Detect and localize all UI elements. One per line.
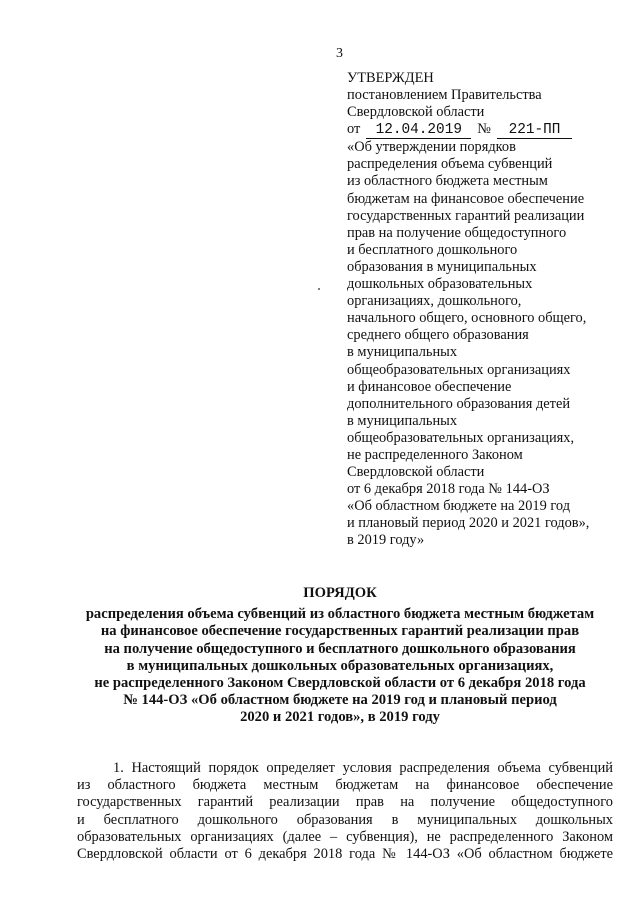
approval-title-line: «Об утверждении порядков — [347, 139, 516, 156]
approval-block — [347, 70, 632, 550]
body-line: образовательных организациях (далее – субвенция), не распределенного Законом — [77, 828, 613, 845]
body-line: из областного бюджета местным бюджетам на финансовое обеспечение — [77, 777, 613, 794]
number-prefix: № — [477, 121, 492, 138]
approval-number: 221-ПП — [497, 123, 572, 139]
approval-title-line: среднего общего образования — [347, 327, 529, 344]
approval-line-1: постановлением Правительства — [347, 87, 542, 104]
approval-title-line: не распределенного Законом — [347, 446, 523, 463]
approval-title-line: от 6 декабря 2018 года № 144-ОЗ — [347, 481, 550, 498]
approval-title-line: и плановый период 2020 и 2021 годов», — [347, 515, 590, 532]
document-title-line: распределения объема субвенций из областного бюджета местным бюджетам — [85, 606, 595, 623]
approval-title-line: и бесплатного дошкольного — [347, 241, 518, 258]
approval-title-line: образования в муниципальных — [347, 258, 537, 275]
approval-title-line: дошкольных образовательных — [347, 276, 533, 293]
approval-title-line: прав на получение общедоступного — [347, 224, 567, 241]
document-title-line: на финансовое обеспечение государственных гарантий реализации прав — [100, 623, 580, 640]
approval-date: 12.04.2019 — [366, 123, 471, 139]
body-line: Свердловской области от 6 декабря 2018 года № 144-ОЗ «Об областном бюджете — [77, 846, 613, 863]
document-title-line: 2020 и 2021 годов», в 2019 году — [240, 709, 440, 726]
approval-title-line: в муниципальных — [347, 412, 458, 429]
approval-title-line: дополнительного образования детей — [347, 395, 571, 412]
approval-title-line: государственных гарантий реализации — [347, 207, 585, 224]
approval-title-line: «Об областном бюджете на 2019 год — [347, 498, 571, 515]
body-line: и бесплатного дошкольного образования в муниципальных дошкольных — [77, 811, 613, 828]
scan-speck — [318, 288, 320, 290]
approval-title-line: в муниципальных — [347, 344, 458, 361]
document-title — [70, 585, 610, 727]
page-number: 3 — [336, 46, 343, 61]
approval-title-line: организациях, дошкольного, — [347, 293, 522, 310]
document-title-line: на получение общедоступного и бесплатного дошкольного образования — [104, 640, 576, 657]
approval-title-line: распределения объема субвенций — [347, 156, 553, 173]
approval-title-line: бюджетам на финансовое обеспечение — [347, 190, 585, 207]
document-title-line: № 144-ОЗ «Об областном бюджете на 2019 год и плановый период — [123, 692, 557, 709]
approval-title-line: из областного бюджета местным — [347, 173, 548, 190]
document-title-line: не распределенного Законом Свердловской области от 6 декабря 2018 года — [94, 675, 586, 692]
approval-title-line: общеобразовательных организациях — [347, 361, 571, 378]
approval-line-2: Свердловской области — [347, 104, 485, 121]
body-line: 1. Настоящий порядок определяет условия распределения объема субвенций — [113, 760, 613, 776]
date-prefix: от — [347, 121, 361, 138]
approval-date-line — [347, 121, 632, 139]
approval-title-line: в 2019 году» — [347, 532, 425, 549]
approval-title-line: начального общего, основного общего, — [347, 310, 587, 327]
body-line: государственных гарантий реализации прав на получение общедоступного — [77, 794, 613, 811]
document-heading: ПОРЯДОК — [303, 585, 377, 601]
approval-title-line: и финансовое обеспечение — [347, 378, 512, 395]
approval-title-line: Свердловской области — [347, 464, 485, 481]
body-paragraph — [77, 760, 613, 863]
approval-title-line: общеобразовательных организациях, — [347, 429, 575, 446]
approval-heading: УТВЕРЖДЕН — [347, 70, 434, 86]
document-title-line: в муниципальных дошкольных образовательных организациях, — [126, 657, 554, 674]
